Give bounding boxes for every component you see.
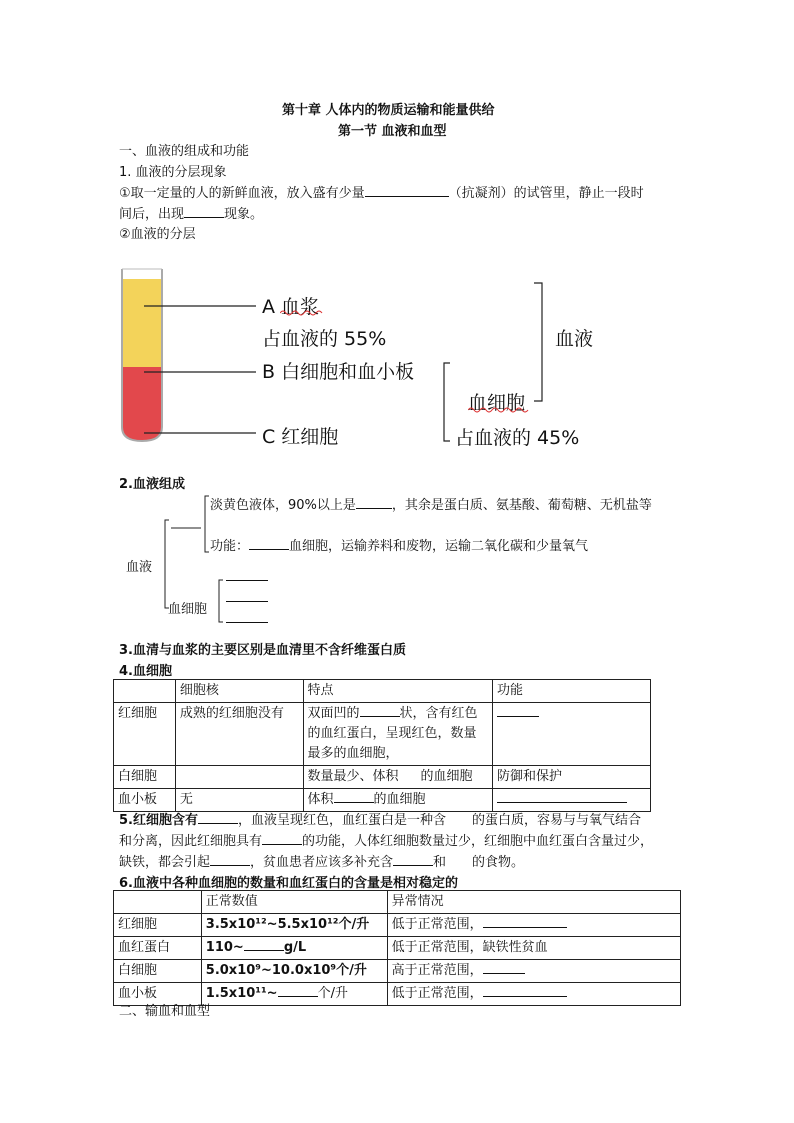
row-name: 血小板 xyxy=(114,789,176,812)
row-normal: 5.0x10⁹~10.0x10⁹个/升 xyxy=(201,960,387,983)
blank-3 xyxy=(226,622,268,623)
row-name: 红细胞 xyxy=(114,703,176,766)
header-cell xyxy=(114,680,176,703)
table-header-row xyxy=(114,680,651,703)
rbc-feature: 双面凹的 状，含有红色 的血红蛋白，呈现红色，数量 最多的血细胞， xyxy=(303,703,493,766)
item1-line1: ①取一定量的人的新鲜血液，放入盛有少量 （抗凝剂）的试管里，静止一段时 xyxy=(119,186,644,201)
label-plasma-pct: 占血液的 55% xyxy=(262,328,387,350)
header-cell: 正常数值 xyxy=(201,891,387,914)
part7-heading: 二、输血和血型 xyxy=(119,1004,211,1019)
part5-line3: 缺铁，都会引起 ，贫血患者应该多补充含 和 的食物。 xyxy=(119,855,525,870)
rbc-nucleus: 成熟的红细胞没有 xyxy=(175,703,303,766)
bracket-cells xyxy=(444,363,450,441)
blood-cell-table xyxy=(113,679,651,812)
table-row xyxy=(114,703,651,766)
tube-red-layer xyxy=(122,367,162,441)
table-row xyxy=(114,960,681,983)
chapter-title: 第十章 人体内的物质运输和能量供给 xyxy=(282,103,495,118)
label-blood-cells: 血细胞 xyxy=(468,392,526,414)
wbc-function: 防御和保护 xyxy=(493,766,651,789)
header-cell: 细胞核 xyxy=(175,680,303,703)
header-cell: 特点 xyxy=(303,680,493,703)
plt-nucleus: 无 xyxy=(175,789,303,812)
label-rbc: C 红细胞 xyxy=(262,426,339,448)
row-abnormal: 低于正常范围，缺铁性贫血 xyxy=(387,937,680,960)
part1-heading: 一、血液的组成和功能 xyxy=(119,144,250,159)
cells-wavy xyxy=(468,400,532,414)
normal-values-table xyxy=(113,890,681,1006)
bracket-blood xyxy=(534,283,542,401)
row-normal: 110~ g/L xyxy=(201,937,387,960)
header-cell xyxy=(114,891,202,914)
table-header-row xyxy=(114,891,681,914)
header-cell: 异常情况 xyxy=(387,891,680,914)
table-row xyxy=(114,914,681,937)
blank-1 xyxy=(226,580,268,581)
rbc-function xyxy=(493,703,651,766)
row-normal: 3.5x10¹²~5.5x10¹²个/升 xyxy=(201,914,387,937)
plasma-desc-line: 淡黄色液体，90%以上是 ，其余是蛋白质、氨基酸、葡萄糖、无机盐等 xyxy=(210,498,652,513)
cells-label: 血细胞 xyxy=(168,602,208,617)
tube-yellow-layer xyxy=(122,279,162,367)
row-abnormal: 低于正常范围， xyxy=(387,914,680,937)
item1-heading: 1. 血液的分层现象 xyxy=(119,165,227,180)
wbc-feature: 数量最少、体积 的血细胞 xyxy=(303,766,493,789)
plt-feature: 体积 的血细胞 xyxy=(303,789,493,812)
row-abnormal: 低于正常范围， xyxy=(387,983,680,1006)
table-row xyxy=(114,766,651,789)
wbc-nucleus xyxy=(175,766,303,789)
part3-text: 3.血清与血浆的主要区别是血清里不含纤维蛋白质 xyxy=(119,643,406,658)
plasma-wavy xyxy=(280,303,324,317)
item1-line2: 间后，出现 现象。 xyxy=(119,207,264,222)
plasma-function-line: 功能： 血细胞，运输养料和废物，运输二氧化碳和少量氧气 xyxy=(210,539,589,554)
label-wbc-plt: B 白细胞和血小板 xyxy=(262,361,415,383)
table-row xyxy=(114,937,681,960)
section-title: 第一节 血液和血型 xyxy=(338,124,447,139)
label-cells-pct: 占血液的 45% xyxy=(455,427,580,449)
row-abnormal: 高于正常范围， xyxy=(387,960,680,983)
part6-heading: 6.血液中各种血细胞的数量和血红蛋白的含量是相对稳定的 xyxy=(119,876,458,891)
row-name: 白细胞 xyxy=(114,766,176,789)
part5-line2: 和分离，因此红细胞具有 的功能，人体红细胞数量过少，红细胞中血红蛋白含量过少， xyxy=(119,834,654,849)
part4-heading: 4.血细胞 xyxy=(119,664,172,679)
row-name: 白细胞 xyxy=(114,960,202,983)
row-name: 血小板 xyxy=(114,983,202,1006)
label-blood: 血液 xyxy=(555,328,594,350)
row-normal: 1.5x10¹¹~ 个/升 xyxy=(201,983,387,1006)
blood-label: 血液 xyxy=(126,560,153,575)
row-name: 血红蛋白 xyxy=(114,937,202,960)
part5-line1: 5.红细胞含有 ，血液呈现红色，血红蛋白是一种含 的蛋白质，容易与与氧气结合 xyxy=(119,813,642,828)
header-cell: 功能 xyxy=(493,680,651,703)
row-name: 红细胞 xyxy=(114,914,202,937)
item1-line3: ②血液的分层 xyxy=(119,227,196,242)
part2-heading: 2.血液组成 xyxy=(119,477,185,492)
blank-2 xyxy=(226,601,268,602)
label-plasma: A 血浆 xyxy=(262,296,320,318)
